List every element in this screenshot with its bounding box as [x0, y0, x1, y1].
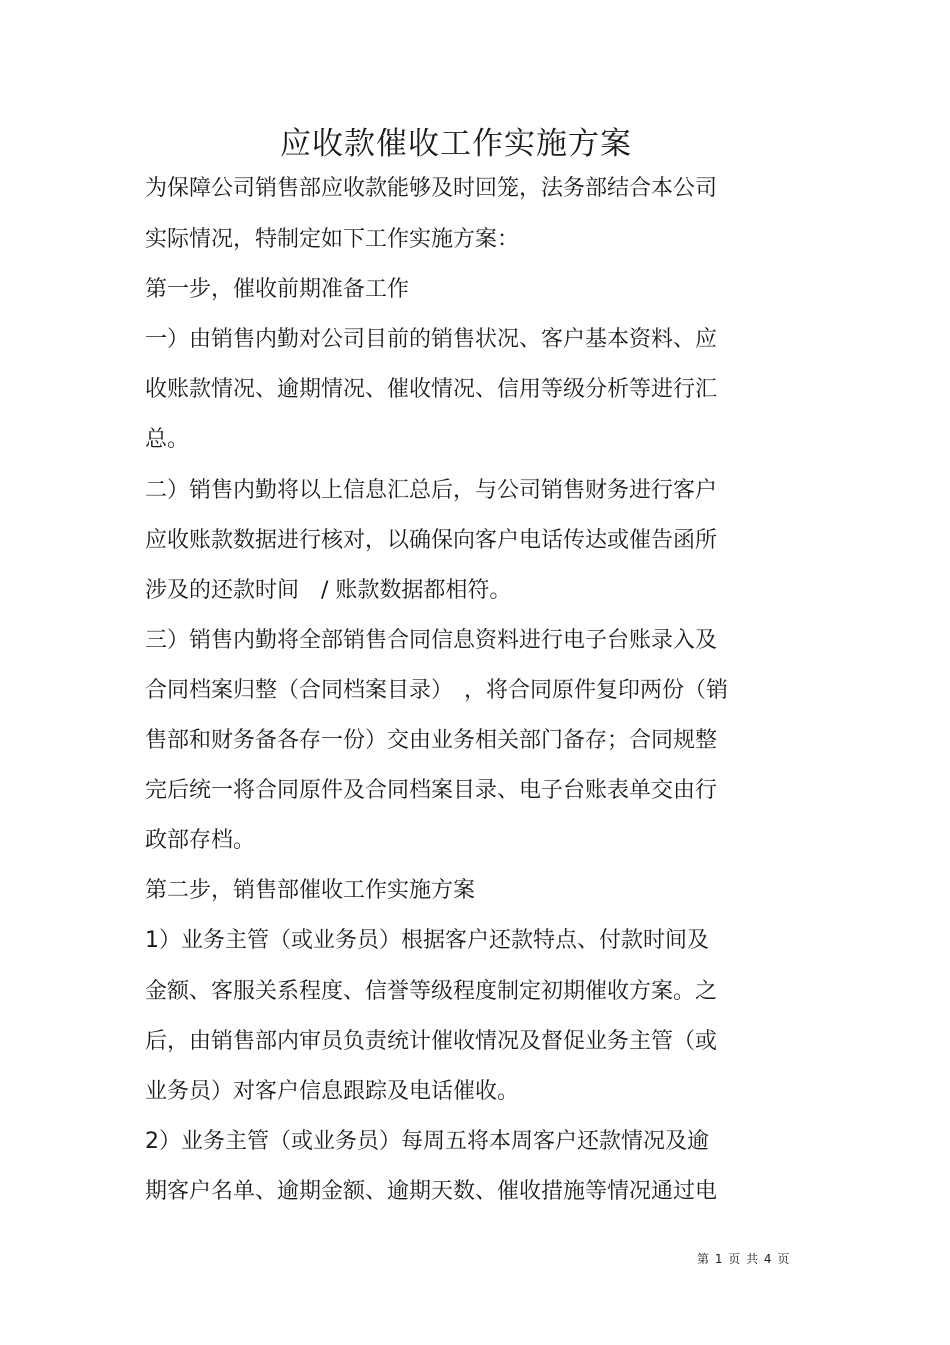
body-line: 政部存档。 — [145, 828, 256, 853]
body-line: 三）销售内勤将全部销售合同信息资料进行电子台账录入及 — [145, 628, 718, 653]
body-line: 1）业务主管（或业务员）根据客户还款特点、付款时间及 — [145, 928, 709, 953]
page-number: 第 1 页 共 4 页 — [697, 1252, 791, 1266]
body-line: 涉及的还款时间 / 账款数据都相符。 — [145, 578, 512, 603]
body-line: 一）由销售内勤对公司目前的销售状况、客户基本资料、应 — [145, 327, 718, 352]
body-line: 业务员）对客户信息跟踪及电话催收。 — [145, 1079, 520, 1104]
body-line: 金额、客服关系程度、信誉等级程度制定初期催收方案。之 — [145, 979, 718, 1004]
body-line: 合同档案归整（合同档案目录） ，将合同原件复印两份（销 — [145, 678, 729, 703]
body-line: 完后统一将合同原件及合同档案目录、电子台账表单交由行 — [145, 778, 718, 803]
body-line: 售部和财务备各存一份）交由业务相关部门备存；合同规整 — [145, 728, 718, 753]
body-line: 收账款情况、逾期情况、催收情况、信用等级分析等进行汇 — [145, 377, 718, 402]
body-line: 实际情况，特制定如下工作实施方案： — [145, 227, 520, 252]
section-heading: 第二步，销售部催收工作实施方案 — [145, 878, 476, 903]
document-title: 应收款催收工作实施方案 — [280, 126, 632, 162]
body-line: 总。 — [145, 427, 190, 452]
section-heading: 第一步，催收前期准备工作 — [145, 277, 410, 302]
body-line: 二）销售内勤将以上信息汇总后，与公司销售财务进行客户 — [145, 478, 718, 503]
body-line: 后，由销售部内审员负责统计催收情况及督促业务主管（或 — [145, 1029, 718, 1054]
body-line: 为保障公司销售部应收款能够及时回笼，法务部结合本公司 — [145, 176, 718, 201]
body-line: 应收账款数据进行核对，以确保向客户电话传达或催告函所 — [145, 528, 718, 553]
body-line: 2）业务主管（或业务员）每周五将本周客户还款情况及逾 — [145, 1129, 709, 1154]
body-line: 期客户名单、逾期金额、逾期天数、催收措施等情况通过电 — [145, 1179, 718, 1204]
